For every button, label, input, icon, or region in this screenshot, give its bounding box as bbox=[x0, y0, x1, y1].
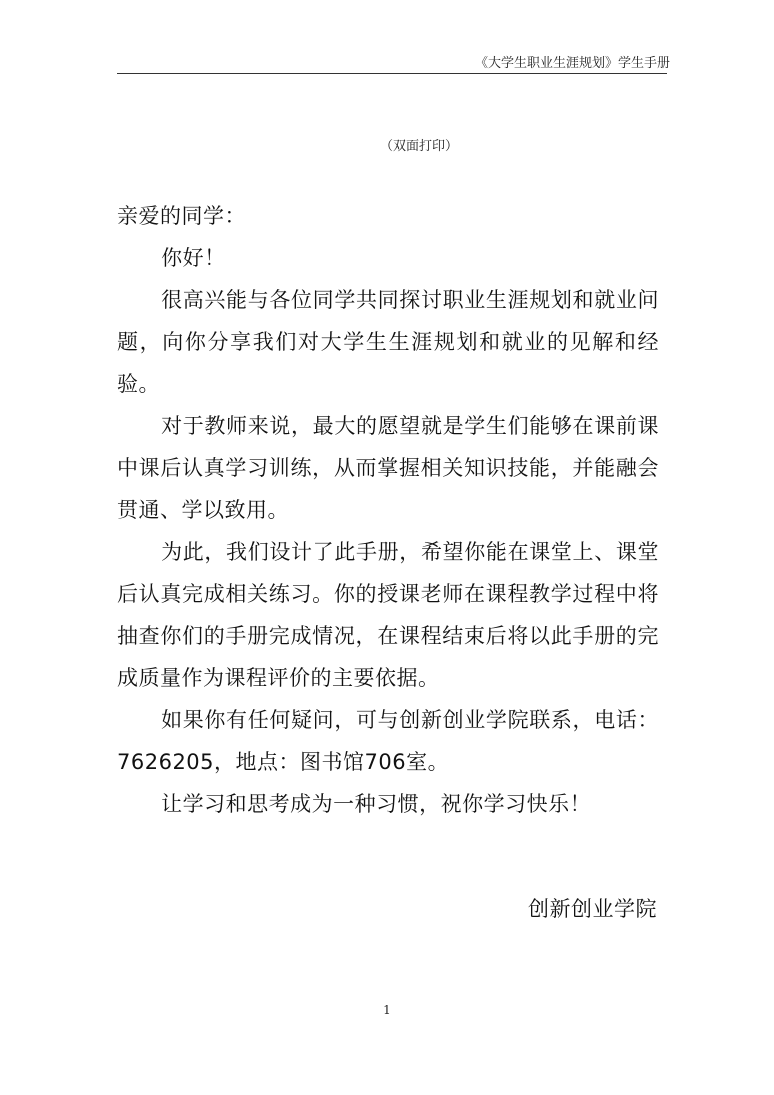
letter-body bbox=[117, 195, 659, 825]
letter-paragraph: 对于教师来说，最大的愿望就是学生们能够在课前课中课后认真学习训练，从而掌握相关知识技能，并能融会贯通、学以致用。 bbox=[117, 414, 659, 522]
running-header: 《大学生职业生涯规划》学生手册 bbox=[474, 56, 670, 71]
header-rule bbox=[117, 73, 667, 74]
letter-paragraph: 为此，我们设计了此手册，希望你能在课堂上、课堂后认真完成相关练习。你的授课老师在课程教学过程中将抽查你们的手册完成情况，在课程结束后将以此手册的完成质量作为课程评价的主要依据。 bbox=[117, 540, 659, 690]
letter-paragraph: 如果你有任何疑问，可与创新创业学院联系，电话：7626205，地点：图书馆706室。 bbox=[117, 708, 659, 774]
letter-paragraph: 很高兴能与各位同学共同探讨职业生涯规划和就业问题，向你分享我们对大学生生涯规划和就业的见解和经验。 bbox=[117, 288, 659, 396]
signature: 创新创业学院 bbox=[528, 897, 657, 921]
greeting: 你好！ bbox=[161, 246, 226, 270]
letter-paragraph: 让学习和思考成为一种习惯，祝你学习快乐！ bbox=[161, 792, 592, 816]
salutation: 亲爱的同学： bbox=[117, 204, 246, 228]
page-number: 1 bbox=[383, 1003, 391, 1017]
print-note: （双面打印） bbox=[380, 139, 459, 154]
